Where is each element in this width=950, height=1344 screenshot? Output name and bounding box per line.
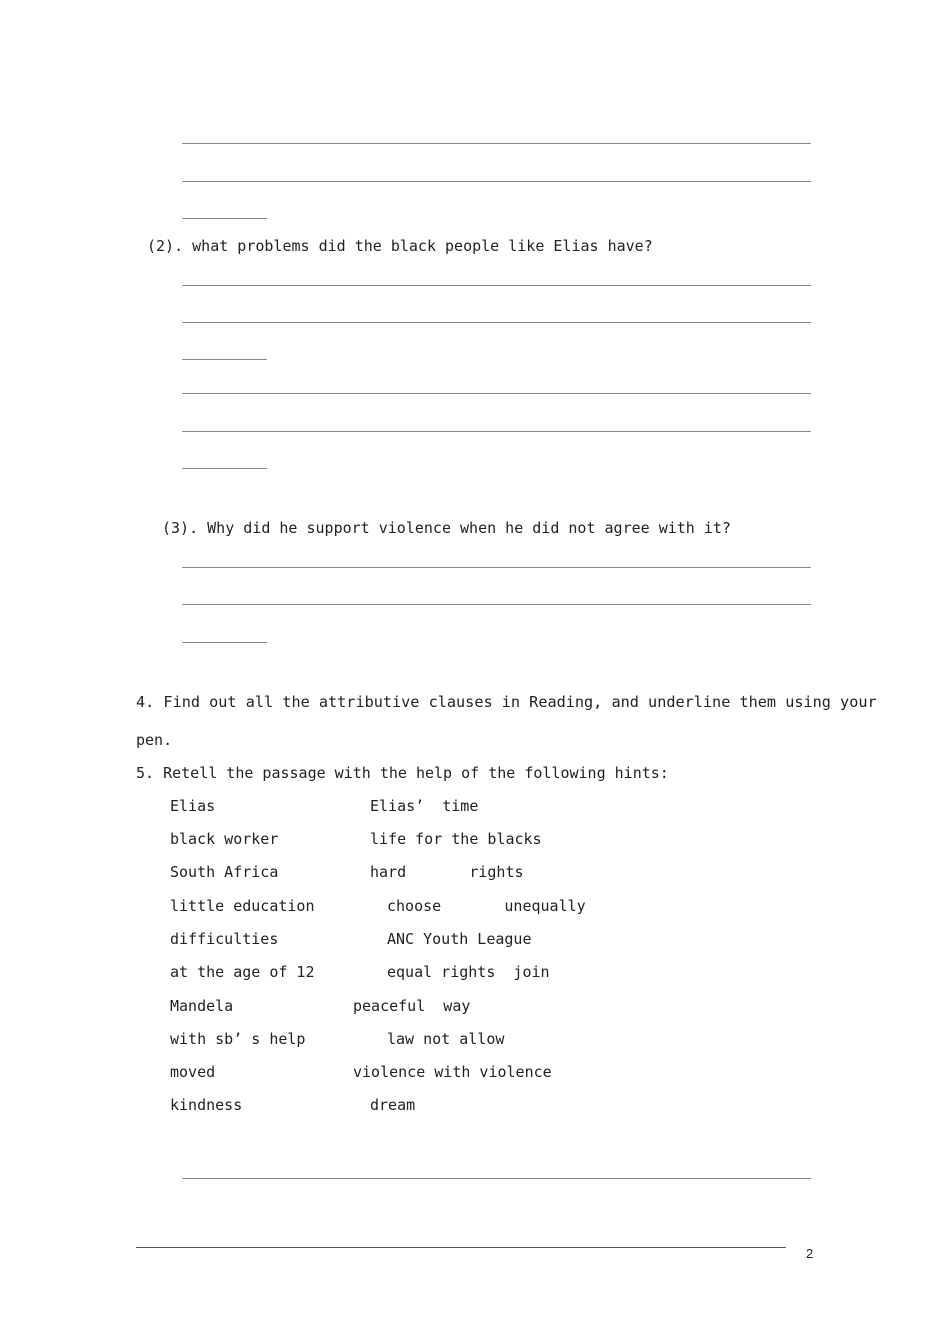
- hint-left: with sb’ s help: [170, 1030, 306, 1048]
- hint-right: violence with violence: [353, 1063, 552, 1081]
- answer-line[interactable]: [182, 285, 811, 286]
- hint-right: dream: [370, 1096, 416, 1114]
- hint-right: ANC Youth League: [387, 930, 532, 948]
- hint-left: kindness: [170, 1096, 243, 1114]
- answer-line-short[interactable]: [182, 642, 267, 643]
- hint-right: law not allow: [387, 1030, 505, 1048]
- hint-right: Elias’ time: [370, 797, 479, 815]
- task-4-line-1: 4. Find out all the attributive clauses in Reading, and underline them using your: [136, 693, 877, 711]
- hint-left: moved: [170, 1063, 216, 1081]
- answer-line[interactable]: [182, 604, 811, 605]
- hint-right: peaceful way: [353, 997, 471, 1015]
- answer-line[interactable]: [182, 143, 811, 144]
- answer-line[interactable]: [182, 181, 811, 182]
- answer-line-short[interactable]: [182, 468, 267, 469]
- hint-left: Mandela: [170, 997, 234, 1015]
- hint-right: hard rights: [370, 863, 524, 881]
- answer-line[interactable]: [182, 393, 811, 394]
- answer-line[interactable]: [182, 322, 811, 323]
- question-2: (2). what problems did the black people like Elias have?: [147, 237, 653, 255]
- hint-left: little education: [170, 897, 315, 915]
- answer-line-short[interactable]: [182, 359, 267, 360]
- task-4-line-2: pen.: [136, 731, 173, 749]
- answer-line-short[interactable]: [182, 218, 267, 219]
- footer-divider: [136, 1247, 786, 1248]
- task-5: 5. Retell the passage with the help of the following hints:: [136, 764, 669, 782]
- hint-left: South Africa: [170, 863, 279, 881]
- page-number: 2: [806, 1246, 814, 1261]
- hint-right: equal rights join: [387, 963, 550, 981]
- hint-right: life for the blacks: [370, 830, 542, 848]
- hint-left: at the age of 12: [170, 963, 315, 981]
- answer-line[interactable]: [182, 567, 811, 568]
- question-3: (3). Why did he support violence when he did not agree with it?: [162, 519, 731, 537]
- answer-line[interactable]: [182, 431, 811, 432]
- answer-line[interactable]: [182, 1178, 811, 1179]
- hint-left: difficulties: [170, 930, 279, 948]
- hint-left: black worker: [170, 830, 279, 848]
- hint-left: Elias: [170, 797, 216, 815]
- hint-right: choose unequally: [387, 897, 586, 915]
